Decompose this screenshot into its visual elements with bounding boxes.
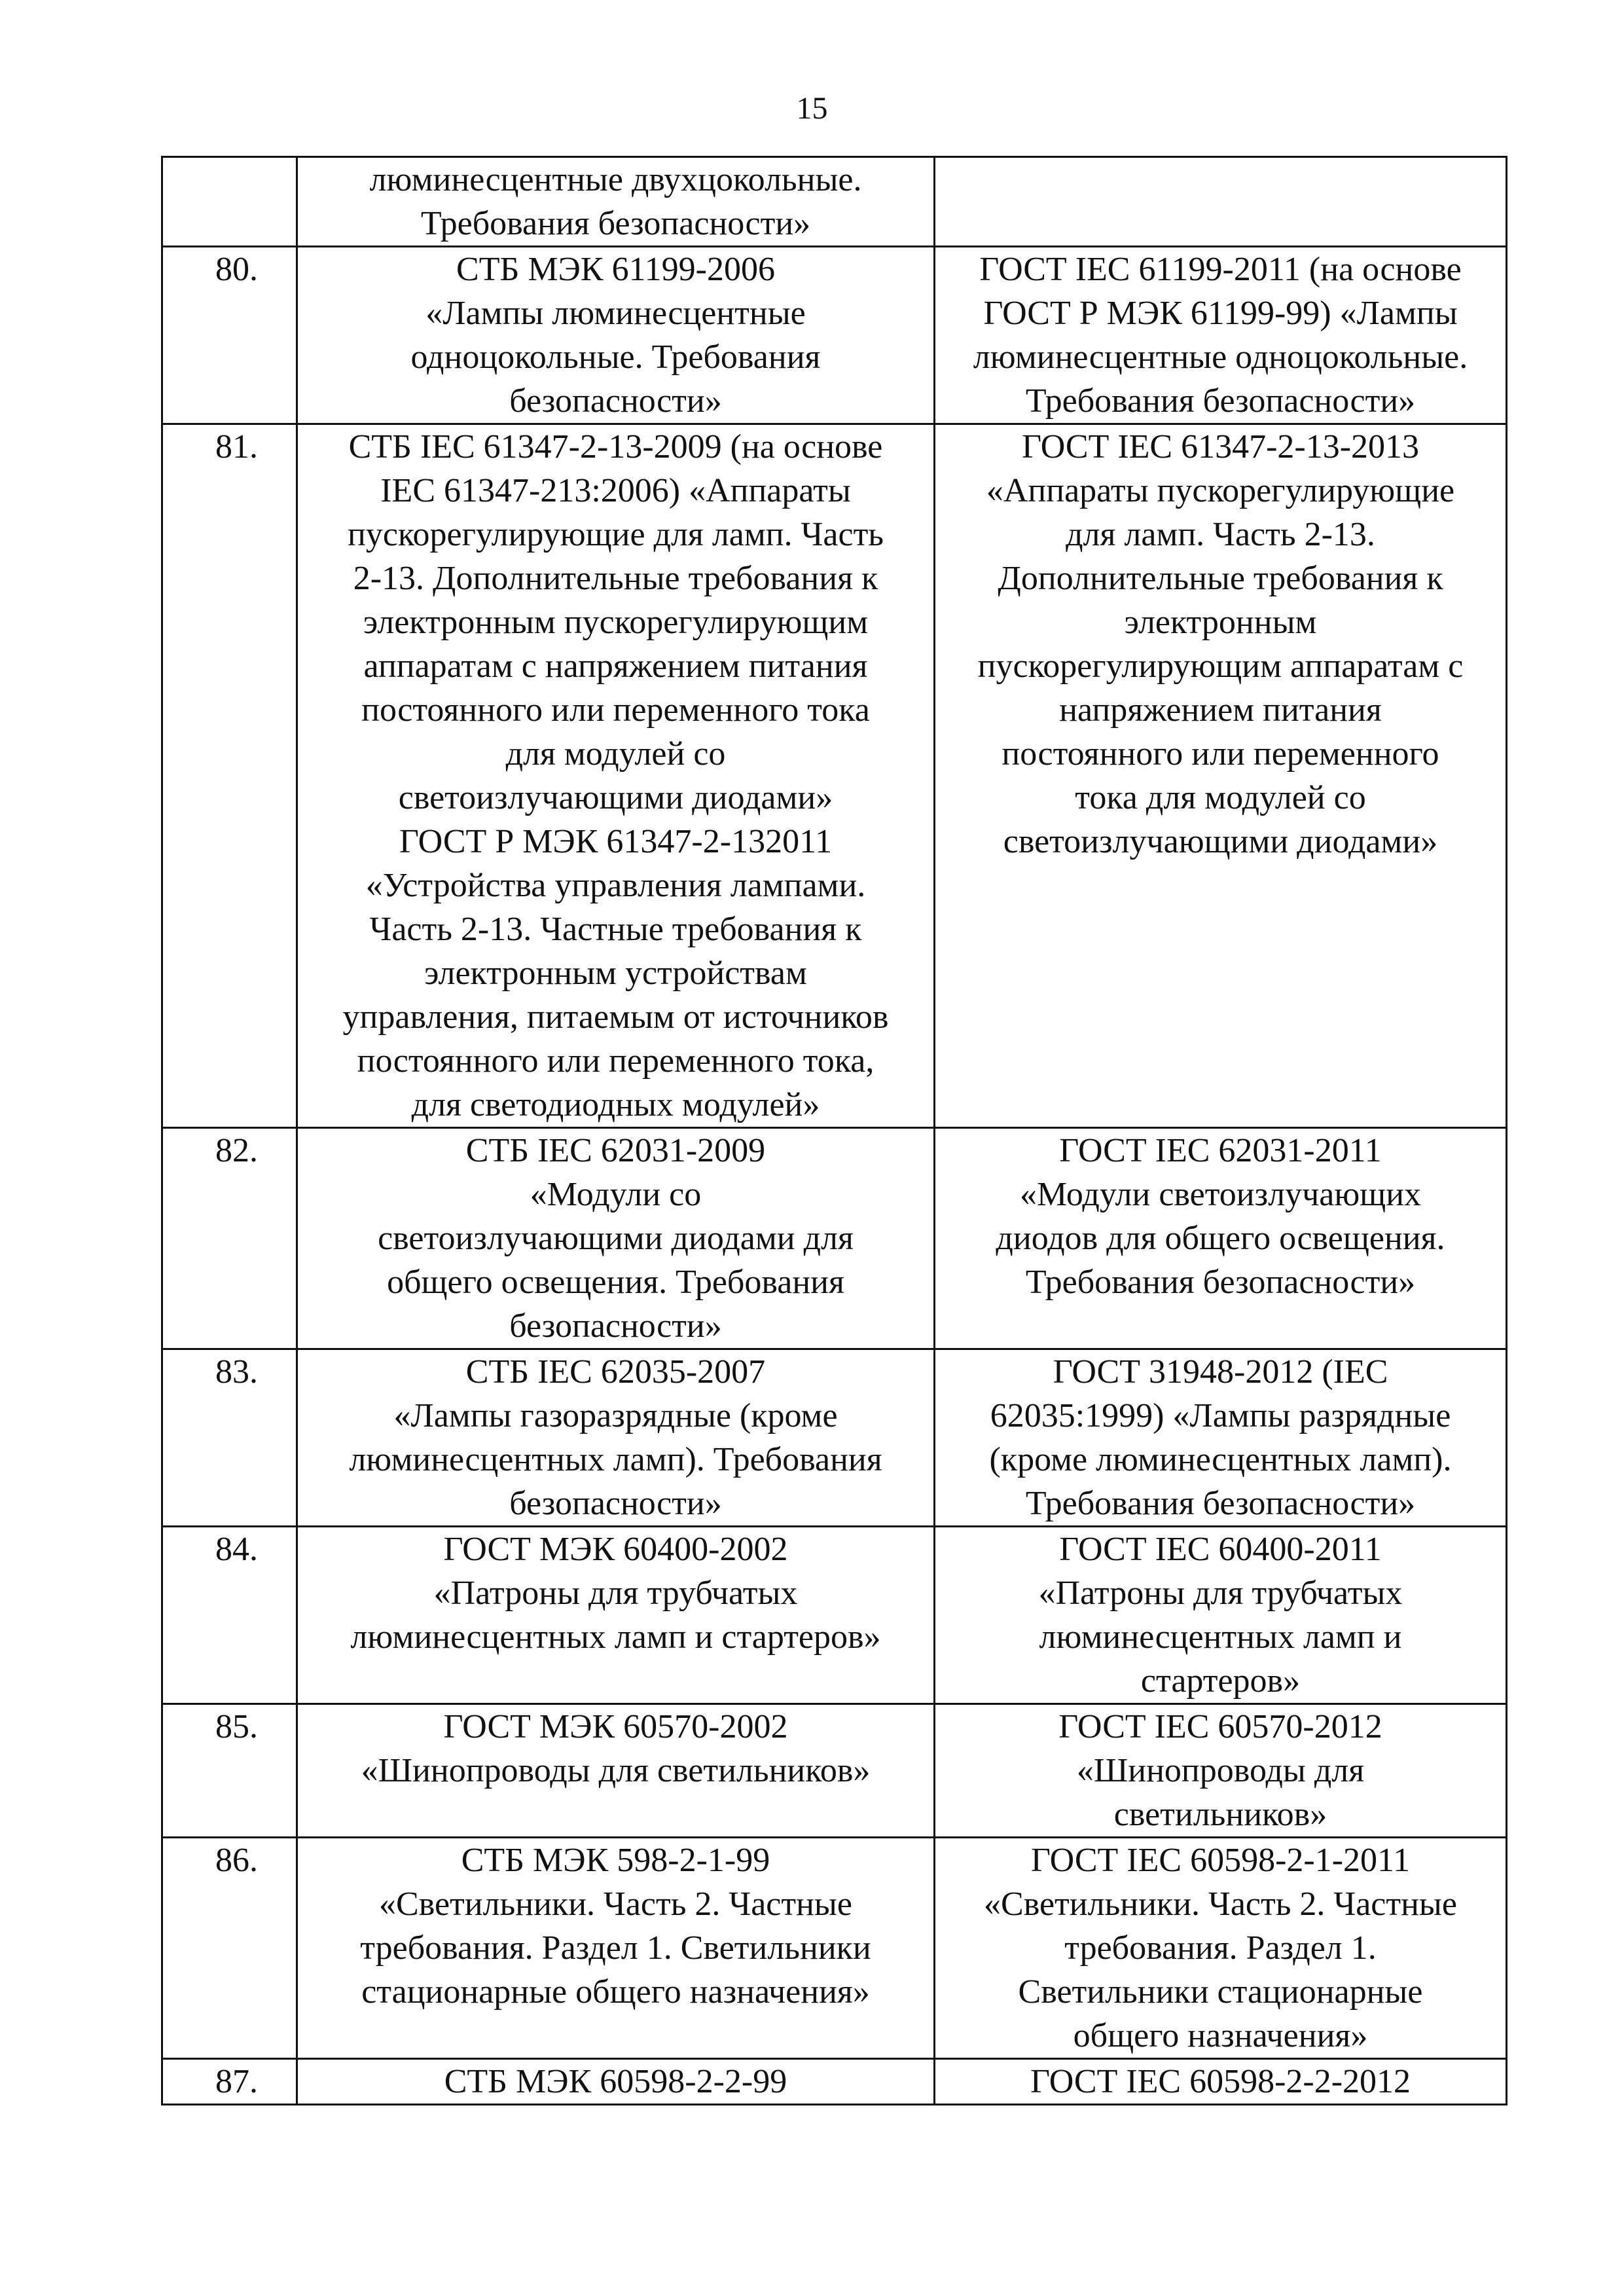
table-row — [162, 2059, 1507, 2105]
new-standard-cell: ГОСТ IEC 60598-2-2-2012 — [935, 2059, 1507, 2105]
table-row — [162, 1349, 1507, 1527]
old-standard-cell: ГОСТ МЭК 60570-2002 «Шинопроводы для светильников» — [297, 1704, 935, 1838]
old-standard-cell: СТБ IEC 62031-2009 «Модули со светоизлучающими диодами для общего освещения. Требования безопасности» — [297, 1128, 935, 1349]
row-number: 85. — [162, 1704, 297, 1838]
row-number — [162, 157, 297, 247]
standards-table — [161, 156, 1507, 2105]
new-standard-cell: ГОСТ IEC 61347-2-13-2013 «Аппараты пускорегулирующие для ламп. Часть 2-13. Дополнительные требования к электронным пускорегулирующим аппаратам с напряжением питания постоянного или переменного тока для модулей со светоизлучающими диодами» — [935, 424, 1507, 1128]
new-standard-cell: ГОСТ IEC 60400-2011 «Патроны для трубчатых люминесцентных ламп и стартеров» — [935, 1527, 1507, 1704]
new-standard-cell: ГОСТ IEC 60598-2-1-2011 «Светильники. Часть 2. Частные требования. Раздел 1. Светильники стационарные общего назначения» — [935, 1838, 1507, 2059]
row-number: 82. — [162, 1128, 297, 1349]
table-row — [162, 1128, 1507, 1349]
row-number: 80. — [162, 247, 297, 424]
old-standard-cell: СТБ МЭК 60598-2-2-99 — [297, 2059, 935, 2105]
page-number: 15 — [796, 91, 828, 126]
row-number: 83. — [162, 1349, 297, 1527]
row-number: 84. — [162, 1527, 297, 1704]
table-row — [162, 424, 1507, 1128]
old-standard-cell: СТБ IEC 62035-2007 «Лампы газоразрядные (кроме люминесцентных ламп). Требования безопасности» — [297, 1349, 935, 1527]
table-row — [162, 157, 1507, 247]
row-number: 81. — [162, 424, 297, 1128]
new-standard-cell: ГОСТ IEC 61199-2011 (на основе ГОСТ Р МЭК 61199-99) «Лампы люминесцентные одноцокольные. Требования безопасности» — [935, 247, 1507, 424]
row-number: 87. — [162, 2059, 297, 2105]
table-row — [162, 1527, 1507, 1704]
old-standard-cell: СТБ МЭК 61199-2006 «Лампы люминесцентные одноцокольные. Требования безопасности» — [297, 247, 935, 424]
new-standard-cell: ГОСТ IEC 60570-2012 «Шинопроводы для светильников» — [935, 1704, 1507, 1838]
old-standard-cell: СТБ IEC 61347-2-13-2009 (на основе IEC 61347-213:2006) «Аппараты пускорегулирующие для ламп. Часть 2-13. Дополнительные требования к электронным пускорегулирующим аппаратам с напряжением питания постоянного или переменного тока для модулей со светоизлучающими диодами» ГОСТ Р МЭК 61347-2-132011 «Устройства управления лампами. Часть 2-13. Частные требования к электронным устройствам управления, питаемым от источников постоянного или переменного тока, для светодиодных модулей» — [297, 424, 935, 1128]
table-row — [162, 1838, 1507, 2059]
new-standard-cell: ГОСТ 31948-2012 (IEC 62035:1999) «Лампы разрядные (кроме люминесцентных ламп). Требования безопасности» — [935, 1349, 1507, 1527]
old-standard-cell: СТБ МЭК 598-2-1-99 «Светильники. Часть 2. Частные требования. Раздел 1. Светильники стационарные общего назначения» — [297, 1838, 935, 2059]
table-row — [162, 247, 1507, 424]
old-standard-cell: люминесцентные двухцокольные. Требования безопасности» — [297, 157, 935, 247]
row-number: 86. — [162, 1838, 297, 2059]
new-standard-cell — [935, 157, 1507, 247]
old-standard-cell: ГОСТ МЭК 60400-2002 «Патроны для трубчатых люминесцентных ламп и стартеров» — [297, 1527, 935, 1704]
table-row — [162, 1704, 1507, 1838]
new-standard-cell: ГОСТ IEC 62031-2011 «Модули светоизлучающих диодов для общего освещения. Требования безопасности» — [935, 1128, 1507, 1349]
